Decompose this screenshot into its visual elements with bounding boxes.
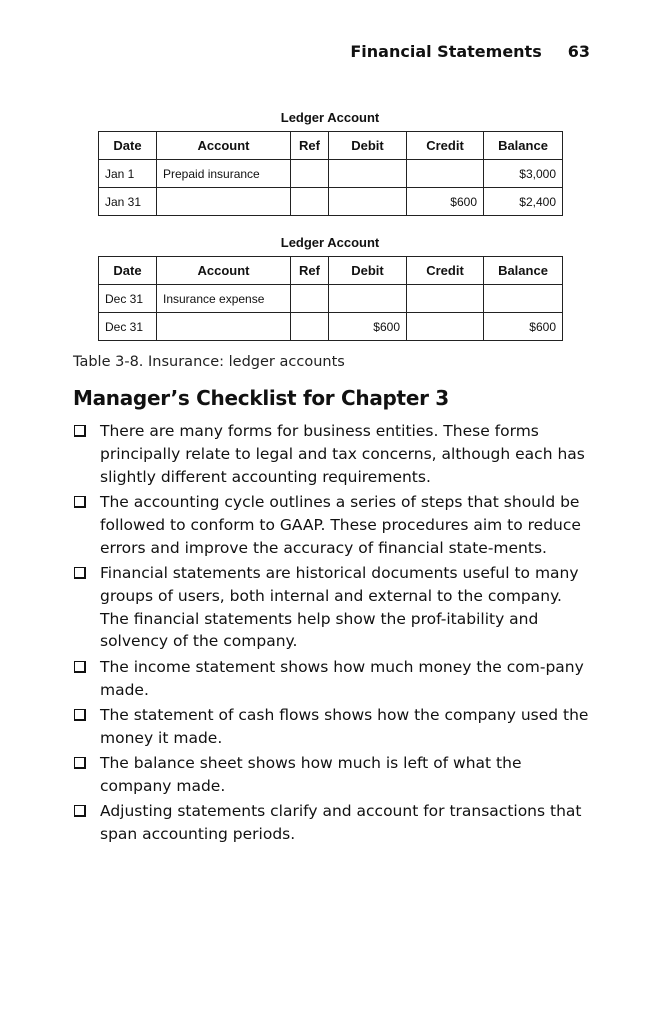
cell-balance <box>484 285 563 313</box>
table-row <box>99 188 563 216</box>
checklist <box>73 420 593 849</box>
checkbox-icon <box>74 496 86 508</box>
cell-debit: $600 <box>329 313 407 341</box>
list-item <box>73 420 593 488</box>
cell-credit <box>407 313 484 341</box>
list-item-text: The accounting cycle outlines a series of steps that should be followed to conform to GAAP. These procedures aim to reduce errors and improve the accuracy of financial state-ments. <box>100 492 581 557</box>
cell-ref <box>291 313 329 341</box>
checkbox-icon <box>74 757 86 769</box>
cell-balance: $600 <box>484 313 563 341</box>
list-item-text: The income statement shows how much money the com-pany made. <box>100 657 584 699</box>
cell-balance: $3,000 <box>484 160 563 188</box>
list-item <box>73 752 593 798</box>
table-row <box>99 313 563 341</box>
table-caption: Table 3-8. Insurance: ledger accounts <box>73 354 345 370</box>
checkbox-icon <box>74 709 86 721</box>
cell-date: Dec 31 <box>99 285 157 313</box>
table-row <box>99 160 563 188</box>
cell-account <box>157 188 291 216</box>
ledger-caption-2: Ledger Account <box>280 235 380 250</box>
cell-ref <box>291 285 329 313</box>
cell-account: Prepaid insurance <box>157 160 291 188</box>
running-head <box>350 42 590 61</box>
cell-debit <box>329 285 407 313</box>
col-header-credit: Credit <box>407 257 484 285</box>
checkbox-icon <box>74 661 86 673</box>
list-item-text: There are many forms for business entities. These forms principally relate to legal and tax concerns, although each has slightly different accounting requirements. <box>100 422 585 486</box>
checkbox-icon <box>74 567 86 579</box>
cell-account <box>157 313 291 341</box>
cell-debit <box>329 188 407 216</box>
cell-date: Dec 31 <box>99 313 157 341</box>
list-item <box>73 491 593 559</box>
col-header-credit: Credit <box>407 132 484 160</box>
cell-credit <box>407 160 484 188</box>
list-item-text: Financial statements are historical documents useful to many groups of users, both internal and external to the company. The financial statements help show the prof-itability and solvency of the company. <box>100 563 579 651</box>
col-header-ref: Ref <box>291 132 329 160</box>
col-header-account: Account <box>157 257 291 285</box>
col-header-date: Date <box>99 257 157 285</box>
checklist-title: Manager’s Checklist for Chapter 3 <box>73 386 449 410</box>
col-header-debit: Debit <box>329 257 407 285</box>
running-head-title: Financial Statements <box>350 42 542 61</box>
list-item-text: Adjusting statements clarify and account for transactions that span accounting periods. <box>100 802 582 844</box>
ledger-table-1 <box>98 131 563 216</box>
cell-credit <box>407 285 484 313</box>
table-row <box>99 285 563 313</box>
cell-credit: $600 <box>407 188 484 216</box>
ledger-header-row <box>99 132 563 160</box>
cell-ref <box>291 160 329 188</box>
list-item <box>73 800 593 846</box>
list-item <box>73 562 593 653</box>
checkbox-icon <box>74 805 86 817</box>
list-item <box>73 656 593 702</box>
col-header-ref: Ref <box>291 257 329 285</box>
cell-date: Jan 31 <box>99 188 157 216</box>
cell-ref <box>291 188 329 216</box>
ledger-table-2 <box>98 256 563 341</box>
list-item <box>73 704 593 750</box>
col-header-date: Date <box>99 132 157 160</box>
cell-balance: $2,400 <box>484 188 563 216</box>
ledger-caption-1: Ledger Account <box>280 110 380 125</box>
cell-date: Jan 1 <box>99 160 157 188</box>
list-item-text: The balance sheet shows how much is left of what the company made. <box>100 754 522 795</box>
col-header-balance: Balance <box>484 132 563 160</box>
col-header-account: Account <box>157 132 291 160</box>
cell-account: Insurance expense <box>157 285 291 313</box>
col-header-debit: Debit <box>329 132 407 160</box>
ledger-header-row <box>99 257 563 285</box>
col-header-balance: Balance <box>484 257 563 285</box>
cell-debit <box>329 160 407 188</box>
page-number: 63 <box>567 42 590 61</box>
checkbox-icon <box>74 425 86 437</box>
list-item-text: The statement of cash flows shows how the company used the money it made. <box>100 705 589 747</box>
